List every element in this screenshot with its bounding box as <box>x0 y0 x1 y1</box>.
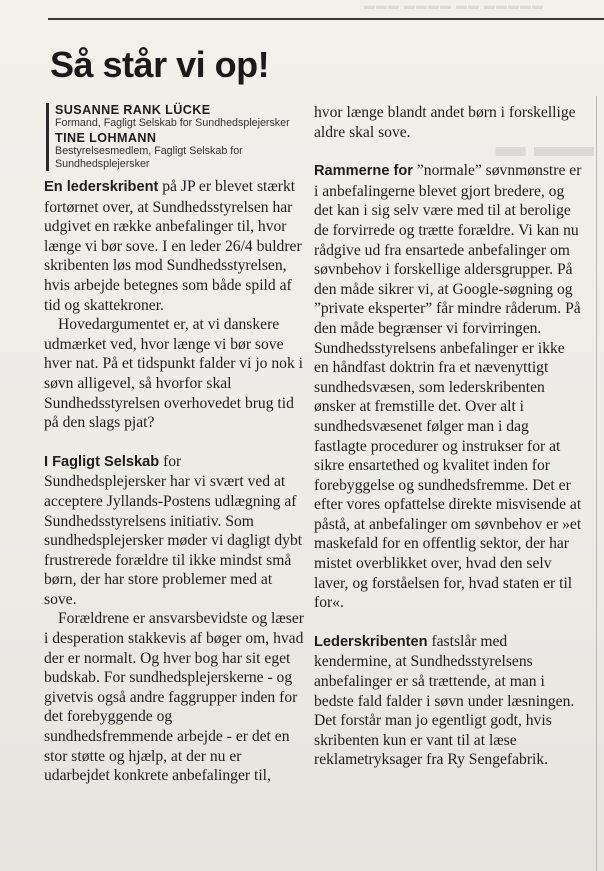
paragraph-gap <box>44 433 304 452</box>
author-name: SUSANNE RANK LÜCKE <box>55 103 211 117</box>
author-role: Bestyrelsesmedlem, Fagligt Selskab for Sundhedsplejersker <box>55 145 243 170</box>
paragraph-text: Hovedargumentet er, at vi danskere udmærket ved, hvor længe vi bør sove hver nat. På et tidspunkt falder vi jo nok i søvn alligevel, så hvorfor skal Sundhedsstyrelsen overhovedet brug tid på den slags pjat? <box>44 316 303 432</box>
paragraph-text: fastslår med kendermine, at Sundhedsstyrelsens anbefalinger er så trættende, at man i bedste fald falder i søvn under læsningen. Det forstår man jo egentligt godt, hvis skribenten kun er vant til at læse reklametryksager fra Ry Sengefabrik. <box>314 632 575 769</box>
paragraph-text: Forældrene er ansvarsbevidste og læser i desperation stakkevis af bøger om, hvad der er normalt. Og hver bog har sit eget budskab. For sundhedsplejerskerne - og givetvis også andre faggrupper inden for det forebyggende og sundhedsfremmende arbejde - er det en stor støtte og hjælp, at der nu er udarbejdet konkrete anbefalinger til, <box>44 610 304 785</box>
paragraph-text: ”normale” søvnmønstre er i anbefalingerne blevet gjort bredere, og det kan i sig selv være med til at berolige de forvirrede og trætte forældre. Vi kan nu rådgive ud fra ensartede anbefalinger om søvnbehov i forskellige aldersgrupper. På den måde sikrer vi, at Google-søgning og ”private eksperter” får mindre råderum. På den måde begrænser vi forvirringen. Sundhedsstyrelsens anbefalinger er ikke en håndfast doktrin fra et nævenyttigt sundhedsvæsen, som lederskribenten ønsker at fremstille det. Over alt i sundhedsvæsenet følger man i dag fastlagte procedurer og instrukser for at sikre ensartethed og kvalitet inden for forebyggelse og sundhedsfremme. Det er efter vores opfattelse direkte misvisende at påstå, at anbefalinger om søvnbehov er »et maskefald for en offentlig sektor, der har mistet overblikket over, hvad den selv laver, og forståelsen for, hvad staten er til for«. <box>314 162 582 612</box>
author-1 <box>55 103 304 130</box>
paragraph-lead: I Fagligt Selskab <box>44 453 160 470</box>
bleed-through-text: ▬▬▬ ▬▬▬▬ ▬▬ ▬▬▬▬▬ <box>363 0 544 12</box>
paragraph-lead: Rammerne for <box>314 163 413 180</box>
paragraph-gap <box>314 613 582 632</box>
author-role: Formand, Fagligt Selskab for Sundhedsplejersker <box>55 117 290 129</box>
left-column <box>44 103 304 786</box>
headline: Så står vi op! <box>50 44 270 85</box>
paragraph <box>44 609 304 785</box>
paragraph <box>44 177 304 315</box>
paragraph <box>314 632 582 770</box>
paragraph-lead: Lederskribenten <box>314 633 428 650</box>
paragraph <box>314 103 582 142</box>
paragraph <box>44 315 304 433</box>
author-name: TINE LOHMANN <box>55 131 157 145</box>
paragraph <box>314 161 582 613</box>
top-rule <box>48 18 604 20</box>
author-2 <box>55 131 304 171</box>
paragraph <box>44 452 304 610</box>
paragraph-text: på JP er blevet stærkt fortørnet over, at Sundhedsstyrelsen har udgivet en række anbefalinger til, hvor længe vi bør sove. I en leder 26/4 buldrer skribenten løs mod Sundhedsstyrelsen, hvis arbejde betegnes som både spild af tid og skattekroner. <box>44 178 302 314</box>
paragraph-gap <box>314 142 582 161</box>
bylines <box>46 103 304 171</box>
paragraph-text: for Sundhedsplejersker har vi svært ved at acceptere Jyllands-Postens udlægning af Sundhedsstyrelsens initiativ. Som sundhedsplejersker møder vi dagligt dybt frustrerede forældre til ikke mindst små børn, der har store problemer med at sove. <box>44 452 303 608</box>
right-column <box>314 103 582 770</box>
column-rule <box>596 96 597 871</box>
bleed-through-heading: ▬ ▬▬ <box>495 130 594 163</box>
paragraph-lead: En lederskribent <box>44 179 159 195</box>
paragraph-text: hvor længe blandt andet børn i forskellige aldre skal sove. <box>314 104 576 141</box>
